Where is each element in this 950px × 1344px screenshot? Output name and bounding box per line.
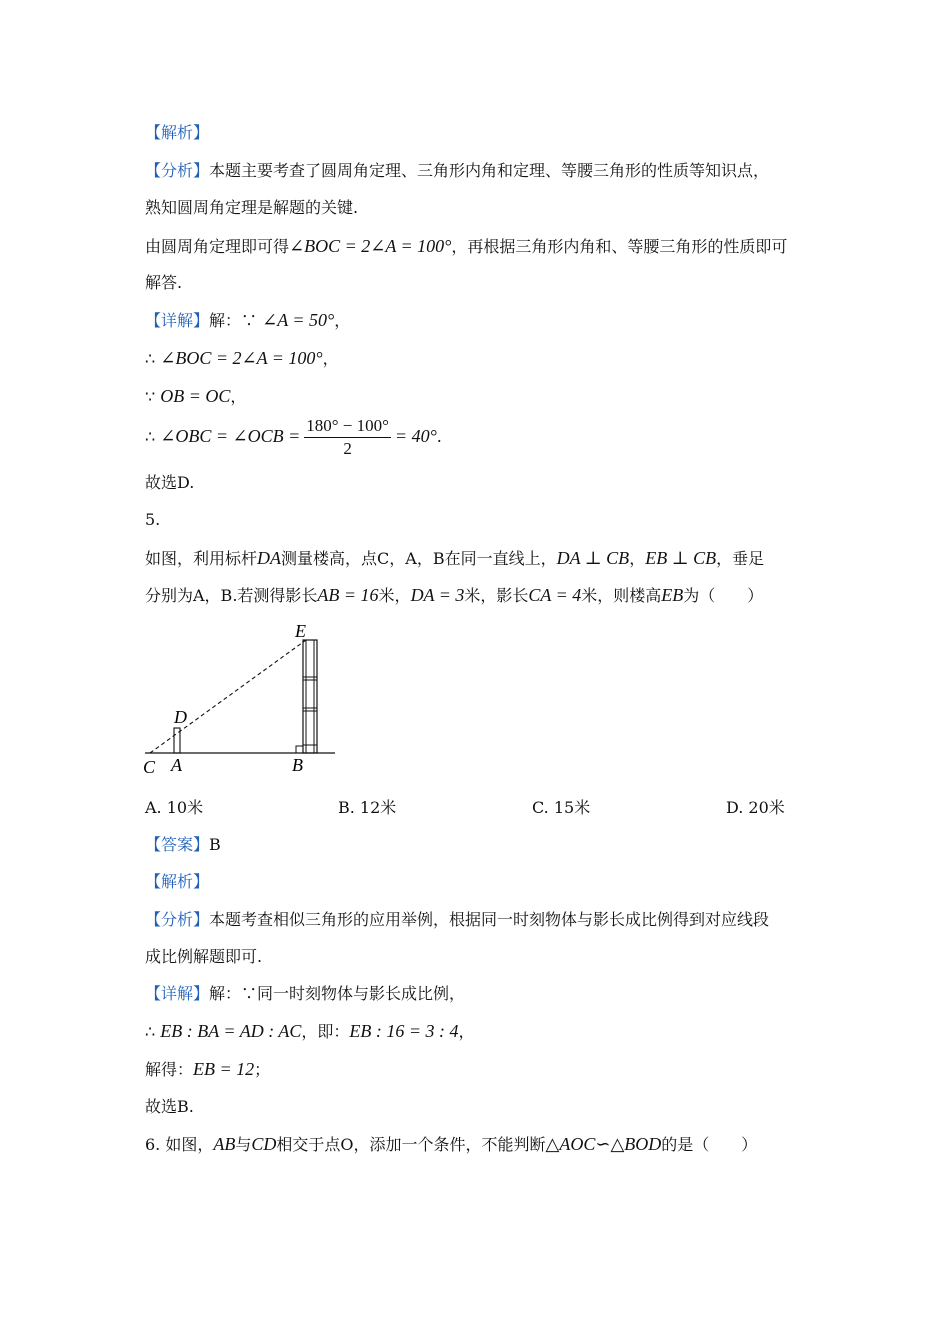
- q4-line3-math: ∠BOC = 2∠A = 100°: [289, 236, 452, 256]
- q4-step1-post: ，: [334, 311, 351, 330]
- q4-step4-numerator: 180° − 100°: [304, 416, 391, 438]
- q5-option-a: A. 10米: [145, 798, 204, 817]
- q4-step4-denominator: 2: [343, 439, 352, 458]
- q6-stem-m2: CD: [251, 1134, 277, 1154]
- q5-option-d: D. 20米: [726, 798, 785, 817]
- q5-step2-mid: ，即：: [301, 1022, 350, 1041]
- q4-step3: [145, 385, 246, 408]
- q5-step3-pre: 解得：: [145, 1060, 194, 1079]
- q4-step4-fraction: [304, 416, 391, 459]
- q4-jiexi-tag: 【解析】: [145, 123, 210, 142]
- q5-stem2-m1: AB = 16: [317, 585, 379, 605]
- q5-figure: [140, 620, 340, 780]
- q4-line3: [145, 235, 787, 258]
- q4-fenxi-text1: 本题主要考查了圆周角定理、三角形内角和定理、等腰三角形的性质等知识点，: [209, 161, 770, 180]
- q5-conclusion: 故选B.: [145, 1097, 194, 1116]
- q6-stem-d: 的是（ ）: [661, 1135, 758, 1154]
- q5-option-b: B. 12米: [338, 798, 397, 817]
- q4-xiangjie-tag: 【详解】: [145, 311, 210, 330]
- q5-answer-tag: 【答案】: [145, 835, 210, 854]
- label-a: A: [171, 755, 182, 775]
- label-d: D: [174, 707, 187, 727]
- q5-stem-line2: [145, 584, 763, 607]
- q5-fenxi-tag: 【分析】: [145, 910, 210, 929]
- q5-stem1-m3: EB ⊥ CB: [645, 548, 717, 568]
- label-b: B: [292, 755, 303, 775]
- q5-step2-math2: EB : 16 = 3 : 4: [349, 1021, 459, 1041]
- q5-stem1-m2: DA ⊥ CB: [556, 548, 630, 568]
- q5-jiexi-tag: 【解析】: [145, 872, 210, 891]
- q5-fenxi-line1: [145, 909, 769, 931]
- q4-step4-right: = 40°: [394, 426, 437, 446]
- q4-step1-math: ∠A = 50°: [262, 310, 335, 330]
- label-c: C: [143, 757, 156, 777]
- q5-stem2-a: 分别为A，B.若测得影长: [145, 586, 318, 605]
- q5-stem2-m2: DA = 3: [410, 585, 465, 605]
- sight-line: [150, 640, 306, 753]
- q5-stem2-m3: CA = 4: [528, 585, 582, 605]
- q5-stem2-d: 米，则楼高: [581, 586, 662, 605]
- q4-step3-pre: ∵: [145, 387, 161, 406]
- q6-stem-b: 与: [235, 1135, 252, 1154]
- q5-step3: [145, 1058, 270, 1081]
- q5-step1: [145, 983, 465, 1005]
- q5-stem2-e: 为（ ）: [683, 586, 764, 605]
- q5-stem1-b: 测量楼高，点C，A，B在同一直线上，: [281, 549, 557, 568]
- q4-step3-math: OB = OC: [160, 386, 231, 406]
- q4-step4: [145, 416, 442, 459]
- q5-stem2-b: 米，: [378, 586, 411, 605]
- q4-step1-pre: 解：∵: [209, 311, 263, 330]
- q5-step1-text: 解：∵同一时刻物体与影长成比例，: [209, 984, 466, 1003]
- q6-stem: [145, 1133, 757, 1156]
- q6-stem-m3: △AOC∽△BOD: [545, 1134, 662, 1154]
- q5-step3-math: EB = 12: [193, 1059, 255, 1079]
- q6-stem-m1: AB: [213, 1134, 236, 1154]
- q4-step3-post: ，: [230, 387, 247, 406]
- q5-stem2-m4: EB: [661, 585, 684, 605]
- q4-fenxi-line2: 熟知圆周角定理是解题的关键.: [145, 198, 359, 217]
- q4-conclusion: 故选D.: [145, 473, 195, 492]
- q5-option-c: C. 15米: [532, 798, 591, 817]
- label-e: E: [295, 621, 306, 641]
- q5-stem1-d: ，垂足: [716, 549, 765, 568]
- q4-step4-left: ∠OBC = ∠OCB =: [160, 426, 301, 446]
- q5-step2-post: ，: [458, 1022, 475, 1041]
- q5-step3-post: ；: [254, 1060, 271, 1079]
- q5-answer-value: B: [209, 835, 221, 854]
- q5-fenxi-text1: 本题考查相似三角形的应用举例，根据同一时刻物体与影长成比例得到对应线段: [209, 910, 770, 929]
- q5-stem1-a: 如图，利用标杆: [145, 549, 258, 568]
- q5-stem1-m1: DA: [257, 548, 282, 568]
- q6-stem-a: 6. 如图，: [145, 1135, 214, 1154]
- q4-step2: [145, 347, 339, 370]
- q5-step2-math1: EB : BA = AD : AC: [160, 1021, 302, 1041]
- q5-stem1-c: ，: [629, 549, 646, 568]
- q5-stem-line1: [145, 547, 764, 570]
- q4-line3-pre: 由圆周角定理即可得: [145, 237, 290, 256]
- building-eb: [303, 640, 317, 753]
- q4-fenxi-line1: [145, 160, 769, 182]
- q5-step2: [145, 1020, 475, 1043]
- right-angle-b: [296, 746, 303, 753]
- q5-xiangjie-tag: 【详解】: [145, 984, 210, 1003]
- q6-stem-c: 相交于点O，添加一个条件，不能判断: [276, 1135, 546, 1154]
- q5-stem2-c: 米，影长: [464, 586, 529, 605]
- q5-answer: [145, 834, 221, 856]
- q4-step2-post: ，: [322, 349, 339, 368]
- q5-fenxi-line2: 成比例解题即可.: [145, 947, 263, 966]
- q5-step2-pre: ∴: [145, 1022, 161, 1041]
- q4-step1: [145, 309, 350, 332]
- q4-step4-post: .: [436, 427, 442, 446]
- q4-line4: 解答.: [145, 273, 183, 292]
- q4-step2-pre: ∴: [145, 349, 161, 368]
- q4-fenxi-tag: 【分析】: [145, 161, 210, 180]
- q4-step2-math: ∠BOC = 2∠A = 100°: [160, 348, 323, 368]
- q4-line3-post: ，再根据三角形内角和、等腰三角形的性质即可: [451, 237, 788, 256]
- q4-step4-pre: ∴: [145, 427, 161, 446]
- q5-number: 5.: [145, 510, 161, 529]
